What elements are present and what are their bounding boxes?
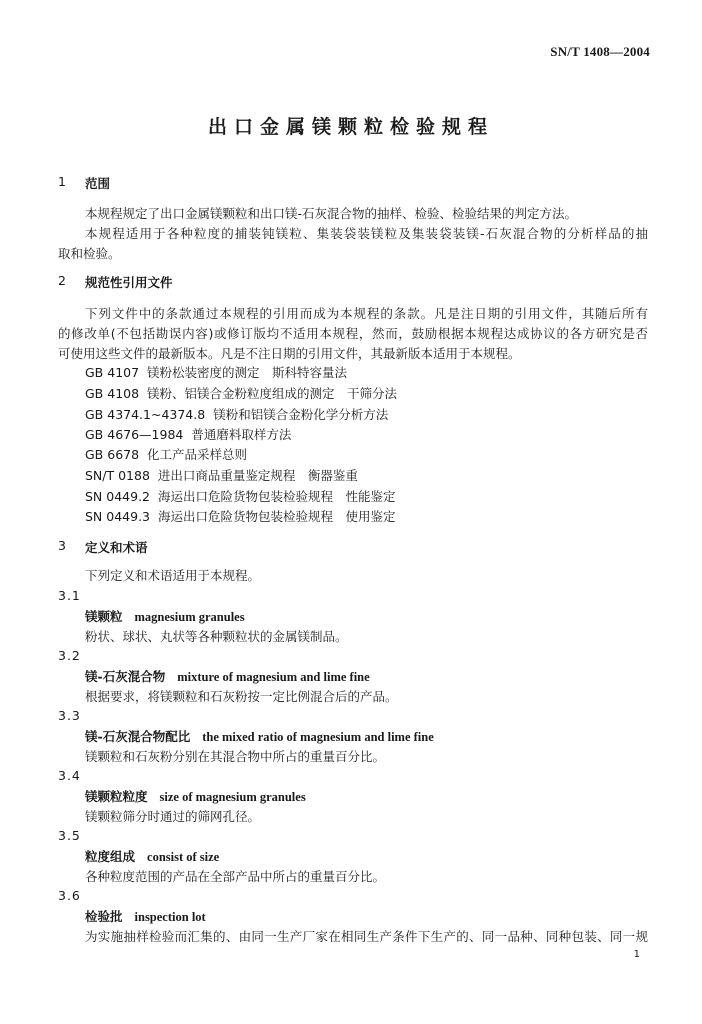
reference-code: SN/T 0188 bbox=[85, 468, 150, 483]
term-heading bbox=[85, 847, 219, 865]
term-definition: 根据要求，将镁颗粒和石灰粉按一定比例混合后的产品。 bbox=[85, 689, 398, 704]
reference-code: GB 4107 bbox=[85, 365, 140, 380]
reference-name: 海运出口危险货物包装检验规程 使用鉴定 bbox=[158, 509, 396, 524]
section-1-number: 1 bbox=[58, 174, 66, 189]
section-1-title: 范围 bbox=[85, 176, 111, 191]
reference-name: 化工产品采样总则 bbox=[147, 447, 248, 462]
reference-name: 普通磨料取样方法 bbox=[191, 427, 292, 442]
reference-item bbox=[85, 489, 396, 505]
term-number: 3.5 bbox=[58, 828, 81, 843]
reference-name: 海运出口危险货物包装检验规程 性能鉴定 bbox=[158, 489, 396, 504]
section-2-paragraph-line-2: 的修改单(不包括勘误内容)或修订版均不适用本规程，然而，鼓励根据本规程达成协议的各方研究是否 bbox=[58, 326, 648, 341]
reference-item bbox=[85, 509, 396, 525]
section-2-title: 规范性引用文件 bbox=[85, 275, 173, 290]
term-chinese: 镁颗粒粒度 bbox=[85, 789, 148, 804]
term-english: the mixed ratio of magnesium and lime fine bbox=[202, 730, 434, 744]
reference-item bbox=[85, 365, 347, 381]
section-3-number: 3 bbox=[58, 538, 66, 553]
reference-code: SN 0449.3 bbox=[85, 509, 150, 524]
page-number: 1 bbox=[633, 949, 640, 960]
reference-code: GB 4374.1~4374.8 bbox=[85, 407, 206, 422]
section-2-paragraph-line-3: 可使用这些文件的最新版本。凡是不注日期的引用文件，其最新版本适用于本规程。 bbox=[58, 346, 521, 361]
term-number: 3.6 bbox=[58, 888, 81, 903]
reference-name: 镁粉和铝镁合金粉化学分析方法 bbox=[213, 407, 389, 422]
reference-code: GB 4676—1984 bbox=[85, 427, 184, 442]
section-2-paragraph-line-1: 下列文件中的条款通过本规程的引用而成为本规程的条款。凡是注日期的引用文件，其随后所有 bbox=[85, 306, 648, 321]
section-1-paragraph-2-line-1: 本规程适用于各种粒度的捕装钝镁粒、集装袋装镁粒及集装袋装镁-石灰混合物的分析样品的抽 bbox=[85, 226, 648, 241]
reference-code: SN 0449.2 bbox=[85, 489, 150, 504]
standard-code: SN/T 1408—2004 bbox=[550, 44, 650, 59]
term-definition: 镁颗粒筛分时通过的筛网孔径。 bbox=[85, 809, 261, 824]
section-3-title: 定义和术语 bbox=[85, 540, 148, 555]
term-heading bbox=[85, 907, 206, 925]
term-english: magnesium granules bbox=[134, 610, 245, 624]
section-2-number: 2 bbox=[58, 273, 66, 288]
section-3-intro: 下列定义和术语适用于本规程。 bbox=[85, 568, 261, 583]
term-number: 3.4 bbox=[58, 768, 81, 783]
reference-name: 镁粉、铝镁合金粉粒度组成的测定 干筛分法 bbox=[147, 386, 398, 401]
term-number: 3.3 bbox=[58, 708, 81, 723]
document-title: 出口金属镁颗粒检验规程 bbox=[207, 116, 494, 138]
term-english: mixture of magnesium and lime fine bbox=[177, 670, 370, 684]
reference-name: 镁粉松装密度的测定 斯科特容量法 bbox=[147, 365, 348, 380]
term-chinese: 检验批 bbox=[85, 909, 123, 924]
term-heading bbox=[85, 667, 370, 685]
term-definition: 镁颗粒和石灰粉分别在其混合物中所占的重量百分比。 bbox=[85, 749, 386, 764]
term-english: consist of size bbox=[147, 850, 220, 864]
reference-item bbox=[85, 386, 397, 402]
term-definition: 粉状、球状、丸状等各种颗粒状的金属镁制品。 bbox=[85, 629, 348, 644]
term-chinese: 镁-石灰混合物 bbox=[85, 669, 166, 684]
section-1-paragraph-2-line-2: 取和检验。 bbox=[58, 246, 121, 261]
term-chinese: 镁-石灰混合物配比 bbox=[85, 729, 191, 744]
reference-code: GB 6678 bbox=[85, 447, 140, 462]
section-1-paragraph-1: 本规程规定了出口金属镁颗粒和出口镁-石灰混合物的抽样、检验、检验结果的判定方法。 bbox=[85, 206, 578, 221]
term-heading bbox=[85, 727, 434, 745]
reference-item bbox=[85, 468, 358, 484]
term-number: 3.1 bbox=[58, 588, 81, 603]
term-definition: 为实施抽样检验而汇集的、由同一生产厂家在相同生产条件下生产的、同一品种、同种包装、同一规 bbox=[85, 929, 648, 944]
reference-item bbox=[85, 407, 388, 423]
term-definition: 各种粒度范围的产品在全部产品中所占的重量百分比。 bbox=[85, 869, 386, 884]
term-chinese: 镁颗粒 bbox=[85, 609, 123, 624]
term-english: inspection lot bbox=[134, 910, 206, 924]
reference-item bbox=[85, 427, 291, 443]
reference-name: 进出口商品重量鉴定规程 衡器鉴重 bbox=[157, 468, 358, 483]
term-heading bbox=[85, 787, 306, 805]
reference-item bbox=[85, 447, 247, 463]
term-heading bbox=[85, 607, 245, 625]
term-chinese: 粒度组成 bbox=[85, 849, 136, 864]
term-number: 3.2 bbox=[58, 648, 81, 663]
term-english: size of magnesium granules bbox=[159, 790, 306, 804]
reference-code: GB 4108 bbox=[85, 386, 140, 401]
